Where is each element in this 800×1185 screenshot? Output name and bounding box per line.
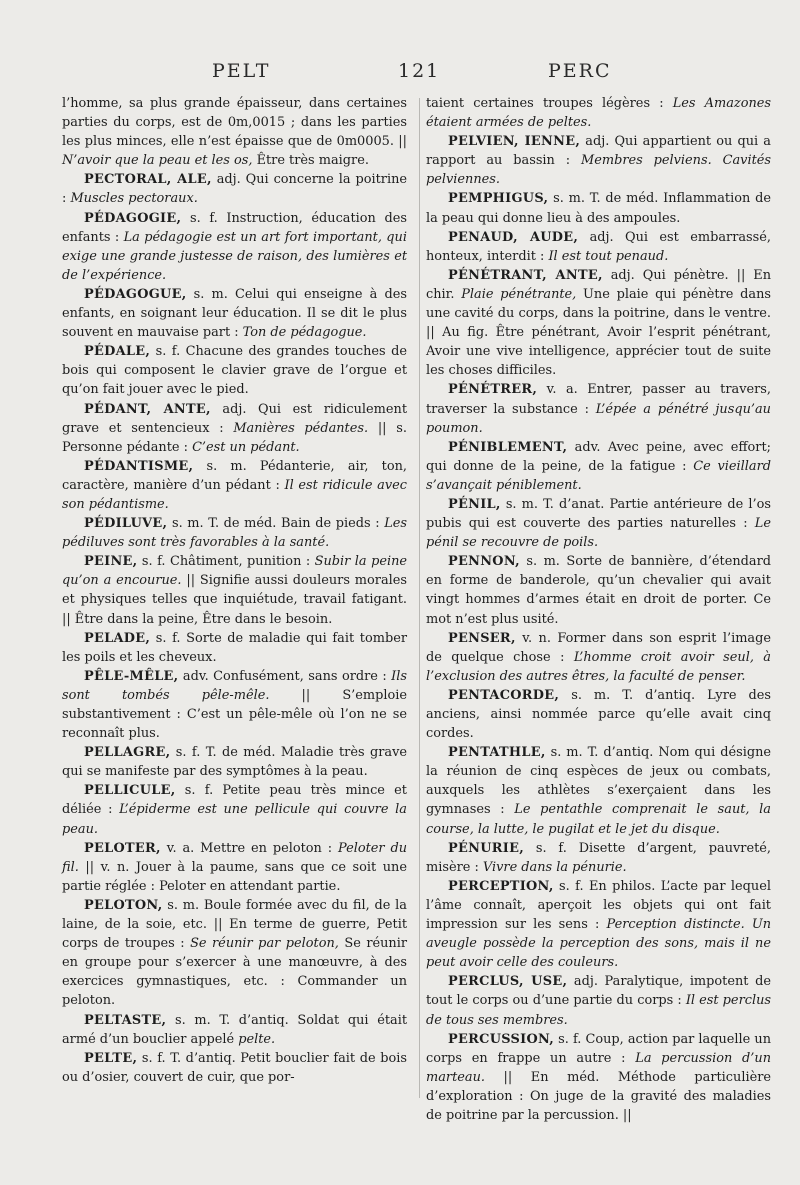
- dictionary-entry: [62, 781, 407, 838]
- entry-example: Muscles pectoraux.: [70, 191, 198, 207]
- entry-text: adv. Confusément, sans ordre :: [178, 668, 392, 684]
- entry-example: Ton de pédagogue.: [242, 325, 367, 341]
- dictionary-entry: [62, 400, 407, 457]
- entry-headword: PENAUD, AUDE,: [448, 229, 579, 245]
- entry-headword: PEMPHIGUS,: [448, 191, 549, 207]
- entry-example: La pédagogie est un art fort important, qui exige une grande justesse de raison, des lumières et de l’expérience.: [62, 229, 407, 283]
- entry-headword: PÉDILUVE,: [84, 516, 168, 532]
- dictionary-entry: [62, 743, 407, 781]
- entry-headword: PECTORAL, ALE,: [84, 172, 212, 188]
- entry-example: N’avoir que la peau et les os,: [62, 153, 253, 169]
- entry-headword: PENTACORDE,: [448, 687, 560, 703]
- left-column: [62, 94, 407, 1087]
- dictionary-entry: [426, 1030, 771, 1125]
- entry-text: s. m. Celui qui enseigne à des enfants, en soignant leur éducation. Il se dit le plus souvent en mauvaise part :: [62, 286, 407, 341]
- entry-text: || Signifie aussi douleurs morales et physiques telles que inquiétude, travail fatigant. || Être dans la peine, Être dans le besoin.: [62, 573, 408, 627]
- dictionary-entry: [62, 457, 407, 514]
- entry-headword: PENTATHLE,: [448, 745, 546, 761]
- entry-example: pelte.: [238, 1031, 276, 1047]
- dictionary-entry: [426, 228, 771, 266]
- entry-headword: PÉDAGOGIE,: [84, 210, 182, 226]
- dictionary-entry: [62, 209, 407, 285]
- entry-text: taient certaines troupes légères :: [426, 96, 673, 111]
- entry-text: s. m. T. d’antiq. Lyre des anciens, ainsi nommée parce qu’elle avait cinq cordes.: [426, 687, 771, 742]
- entry-example: Le pénil se recouvre de poils.: [426, 516, 771, 551]
- page-number: 121: [398, 60, 441, 82]
- dictionary-entry: [426, 743, 771, 838]
- entry-text: || S’emploie substantivement : C’est un pêle-mêle où l’on ne se reconnaît plus.: [62, 687, 407, 742]
- entry-headword: PELTASTE,: [84, 1012, 167, 1028]
- dictionary-entry: [426, 266, 771, 381]
- entry-headword: PELLAGRE,: [84, 745, 171, 761]
- entry-example: Vivre dans la pénurie.: [482, 859, 627, 875]
- entry-text: adj. Qui concerne la poitrine :: [62, 172, 407, 207]
- header-right-guideword: PERC: [548, 60, 612, 82]
- entry-text: adv. Avec peine, avec effort; qui donne de la peine, de la fatigue :: [426, 439, 771, 474]
- entry-example: Le pentathle comprenait le saut, la course, la lutte, le pugilat et le jet du disque.: [426, 802, 771, 837]
- entry-text: s. f. Sorte de maladie qui fait tomber les poils et les cheveux.: [62, 630, 407, 665]
- entry-headword: PÉDANTISME,: [84, 458, 194, 474]
- entry-headword: PERCEPTION,: [448, 878, 554, 894]
- dictionary-entry: [62, 514, 407, 552]
- entry-text: s. m. Sorte de bannière, d’étendard en forme de banderole, qu’un chevalier qui avait vingt hommes d’armes était en droit de porter. Ce mot n’est plus usité.: [426, 554, 771, 627]
- entry-headword: PERCUSSION,: [448, 1031, 555, 1047]
- entry-example: Il est tout penaud.: [548, 248, 669, 264]
- entry-example: L’épée a pénétré jusqu’au poumon.: [426, 401, 771, 436]
- dictionary-entry: [426, 629, 771, 686]
- dictionary-entry: [62, 552, 407, 628]
- entry-example: Ils sont tombés pêle-mêle.: [62, 668, 407, 703]
- entry-text: || v. n. Jouer à la paume, sans que ce soit une partie réglée : Peloter en attendant partie.: [62, 859, 407, 894]
- entry-headword: PELOTON,: [84, 897, 163, 913]
- entry-text: s. f. Instruction, éducation des enfants :: [62, 210, 407, 245]
- dictionary-entry: [62, 667, 407, 743]
- entry-example: L’homme croit avoir seul, à l’exclusion des autres êtres, la faculté de penser.: [426, 649, 771, 684]
- dictionary-entry: [62, 342, 407, 399]
- entry-text: s. f. Coup, action par laquelle un corps en frappe un autre :: [426, 1031, 771, 1066]
- dictionary-entry: [62, 285, 407, 342]
- entry-example: Il est ridicule avec son pédantisme.: [62, 477, 407, 512]
- entry-text: || En méd. Méthode particulière d’exploration : On juge de la gravité des maladies de poitrine par la percussion. ||: [426, 1069, 771, 1123]
- entry-text: s. f. Petite peau très mince et déliée :: [62, 783, 407, 818]
- entry-example: Perception distincte. Un aveugle possède la perception des sons, mais il ne peut avoir celle des couleurs.: [426, 917, 771, 971]
- entry-text: s. f. T. de méd. Maladie très grave qui se manifeste par des symptômes à la peau.: [62, 745, 407, 780]
- entry-example: L’épiderme est une pellicule qui couvre la peau.: [62, 802, 407, 837]
- entry-text: adj. Qui pénètre. || En chir.: [426, 267, 771, 302]
- entry-text: v. n. Former dans son esprit l’image de quelque chose :: [426, 630, 771, 665]
- entry-text: s. m. Pédanterie, air, ton, caractère, manière d’un pédant :: [62, 458, 407, 493]
- dictionary-entry: [62, 1049, 407, 1087]
- entry-example: Les pédiluves sont très favorables à la santé.: [62, 516, 407, 551]
- entry-text: Se réunir en groupe pour s’exercer à une manœuvre, à des exercices gymnastiques, etc. : Commander un peloton.: [62, 936, 407, 1009]
- dictionary-entry: [426, 972, 771, 1029]
- entry-headword: PEINE,: [84, 554, 138, 570]
- entry-example: Il est perclus de tous ses membres.: [426, 993, 771, 1028]
- entry-headword: PÊLE-MÊLE,: [84, 668, 179, 684]
- dictionary-entry: [62, 1011, 407, 1049]
- entry-headword: PELVIEN, IENNE,: [448, 134, 581, 150]
- entry-example: Manières pédantes.: [233, 420, 369, 436]
- entry-headword: PELLICULE,: [84, 783, 176, 799]
- entry-headword: PÉNIBLEMENT,: [448, 439, 568, 455]
- entry-text: s. m. T. d’antiq. Nom qui désigne la réunion de cinq espèces de jeux ou combats, auxquels les athlètes s’exerçaient dans les gymnases :: [426, 745, 771, 818]
- entry-example: Peloter du fil.: [62, 840, 408, 875]
- entry-text: s. f. Disette d’argent, pauvreté, misère :: [426, 840, 771, 875]
- entry-headword: PELADE,: [84, 630, 151, 646]
- entry-headword: PENSER,: [448, 630, 516, 646]
- entry-headword: PENNON,: [448, 554, 520, 570]
- entry-example: Les Amazones étaient armées de peltes.: [426, 96, 771, 131]
- dictionary-entry: [426, 438, 771, 495]
- dictionary-entry: [62, 839, 407, 896]
- entry-headword: PERCLUS, USE,: [448, 974, 568, 990]
- entry-text: s. m. T. d’anat. Partie antérieure de l’os pubis qui est couverte des parties naturelles :: [426, 496, 771, 532]
- entry-example: Se réunir par peloton,: [190, 936, 339, 952]
- entry-text: s. m. T. de méd. Bain de pieds :: [167, 516, 385, 532]
- dictionary-entry: [426, 132, 771, 189]
- dictionary-entry: [62, 629, 407, 667]
- entry-example: La percussion d’un marteau.: [426, 1050, 771, 1085]
- entry-example: C’est un pédant.: [192, 439, 300, 455]
- entry-text: v. a. Entrer, passer au travers, traverser la substance :: [426, 382, 771, 417]
- entry-text: adj. Qui appartient ou qui a rapport au bassin :: [426, 134, 771, 169]
- dictionary-entry: [62, 896, 407, 1011]
- entry-text: Être très maigre.: [252, 153, 369, 169]
- entry-text: adj. Qui est ridiculement grave et sentencieux :: [62, 401, 407, 436]
- entry-headword: PÉNIL,: [448, 496, 501, 512]
- entry-headword: PÉNÉTRER,: [448, 382, 538, 398]
- entry-text: adj. Paralytique, impotent de tout le corps ou d’une partie du corps :: [426, 974, 771, 1009]
- dictionary-entry: [426, 877, 771, 972]
- dictionary-entry: [426, 94, 771, 132]
- entry-text: s. f. T. d’antiq. Petit bouclier fait de bois ou d’osier, couvert de cuir, que por-: [62, 1050, 407, 1085]
- dictionary-entry: [62, 170, 407, 208]
- entry-text: s. f. En philos. L’acte par lequel l’âme connaît, aperçoit les objets qui ont fait impression sur les sens :: [426, 878, 771, 933]
- dictionary-entry: [62, 94, 407, 170]
- entry-headword: PÉDANT, ANTE,: [84, 401, 211, 417]
- entry-example: Ce vieillard s’avançait péniblement.: [426, 458, 771, 493]
- entry-headword: PELTE,: [84, 1050, 138, 1066]
- right-column: [426, 94, 771, 1125]
- entry-text: s. f. Chacune des grandes touches de bois qui composent le clavier grave de l’orgue et qu’on fait jouer avec le pied.: [62, 344, 407, 398]
- entry-text: v. a. Mettre en peloton :: [160, 840, 338, 856]
- column-divider: [419, 98, 420, 1098]
- entry-headword: PÉDAGOGUE,: [84, 286, 187, 302]
- header-left-guideword: PELT: [212, 60, 271, 82]
- dictionary-entry: [426, 552, 771, 628]
- entry-text: Une plaie qui pénètre dans une cavité du corps, dans la poitrine, dans le ventre. || Au fig. Être pénétrant, Avoir l’esprit pénétrant, Avoir une vive intelligence, apprécier tout de suite les choses difficiles.: [426, 286, 771, 379]
- entry-example: Subir la peine qu’on a encourue.: [62, 554, 408, 589]
- entry-text: l’homme, sa plus grande épaisseur, dans certaines parties du corps, est de 0m,0015 ; dans les parties les plus minces, elle n’est épaisse que de 0m0005. ||: [62, 96, 407, 150]
- entry-headword: PÉDALE,: [84, 344, 151, 360]
- entry-text: adj. Qui est embarrassé, honteux, interdit :: [426, 229, 771, 264]
- entry-example: Membres pelviens. Cavités pelviennes.: [426, 153, 771, 188]
- dictionary-entry: [426, 686, 771, 743]
- entry-text: s. f. Châtiment, punition :: [137, 554, 315, 570]
- entry-headword: PÉNURIE,: [448, 840, 524, 856]
- dictionary-entry: [426, 189, 771, 227]
- entry-text: s. m. T. d’antiq. Soldat qui était armé d’un bouclier appelé: [62, 1012, 407, 1047]
- entry-text: || s. Personne pédante :: [62, 420, 407, 455]
- entry-text: s. m. T. de méd. Inflammation de la peau qui donne lieu à des ampoules.: [426, 191, 771, 226]
- entry-example: Plaie pénétrante,: [461, 286, 577, 302]
- dictionary-entry: [426, 839, 771, 877]
- entry-headword: PÉNÉTRANT, ANTE,: [448, 267, 603, 283]
- dictionary-entry: [426, 380, 771, 437]
- entry-text: s. m. Boule formée avec du fil, de la laine, de la soie, etc. || En terme de guerre, Petit corps de troupes :: [62, 897, 407, 952]
- dictionary-entry: [426, 495, 771, 552]
- entry-headword: PELOTER,: [84, 840, 161, 856]
